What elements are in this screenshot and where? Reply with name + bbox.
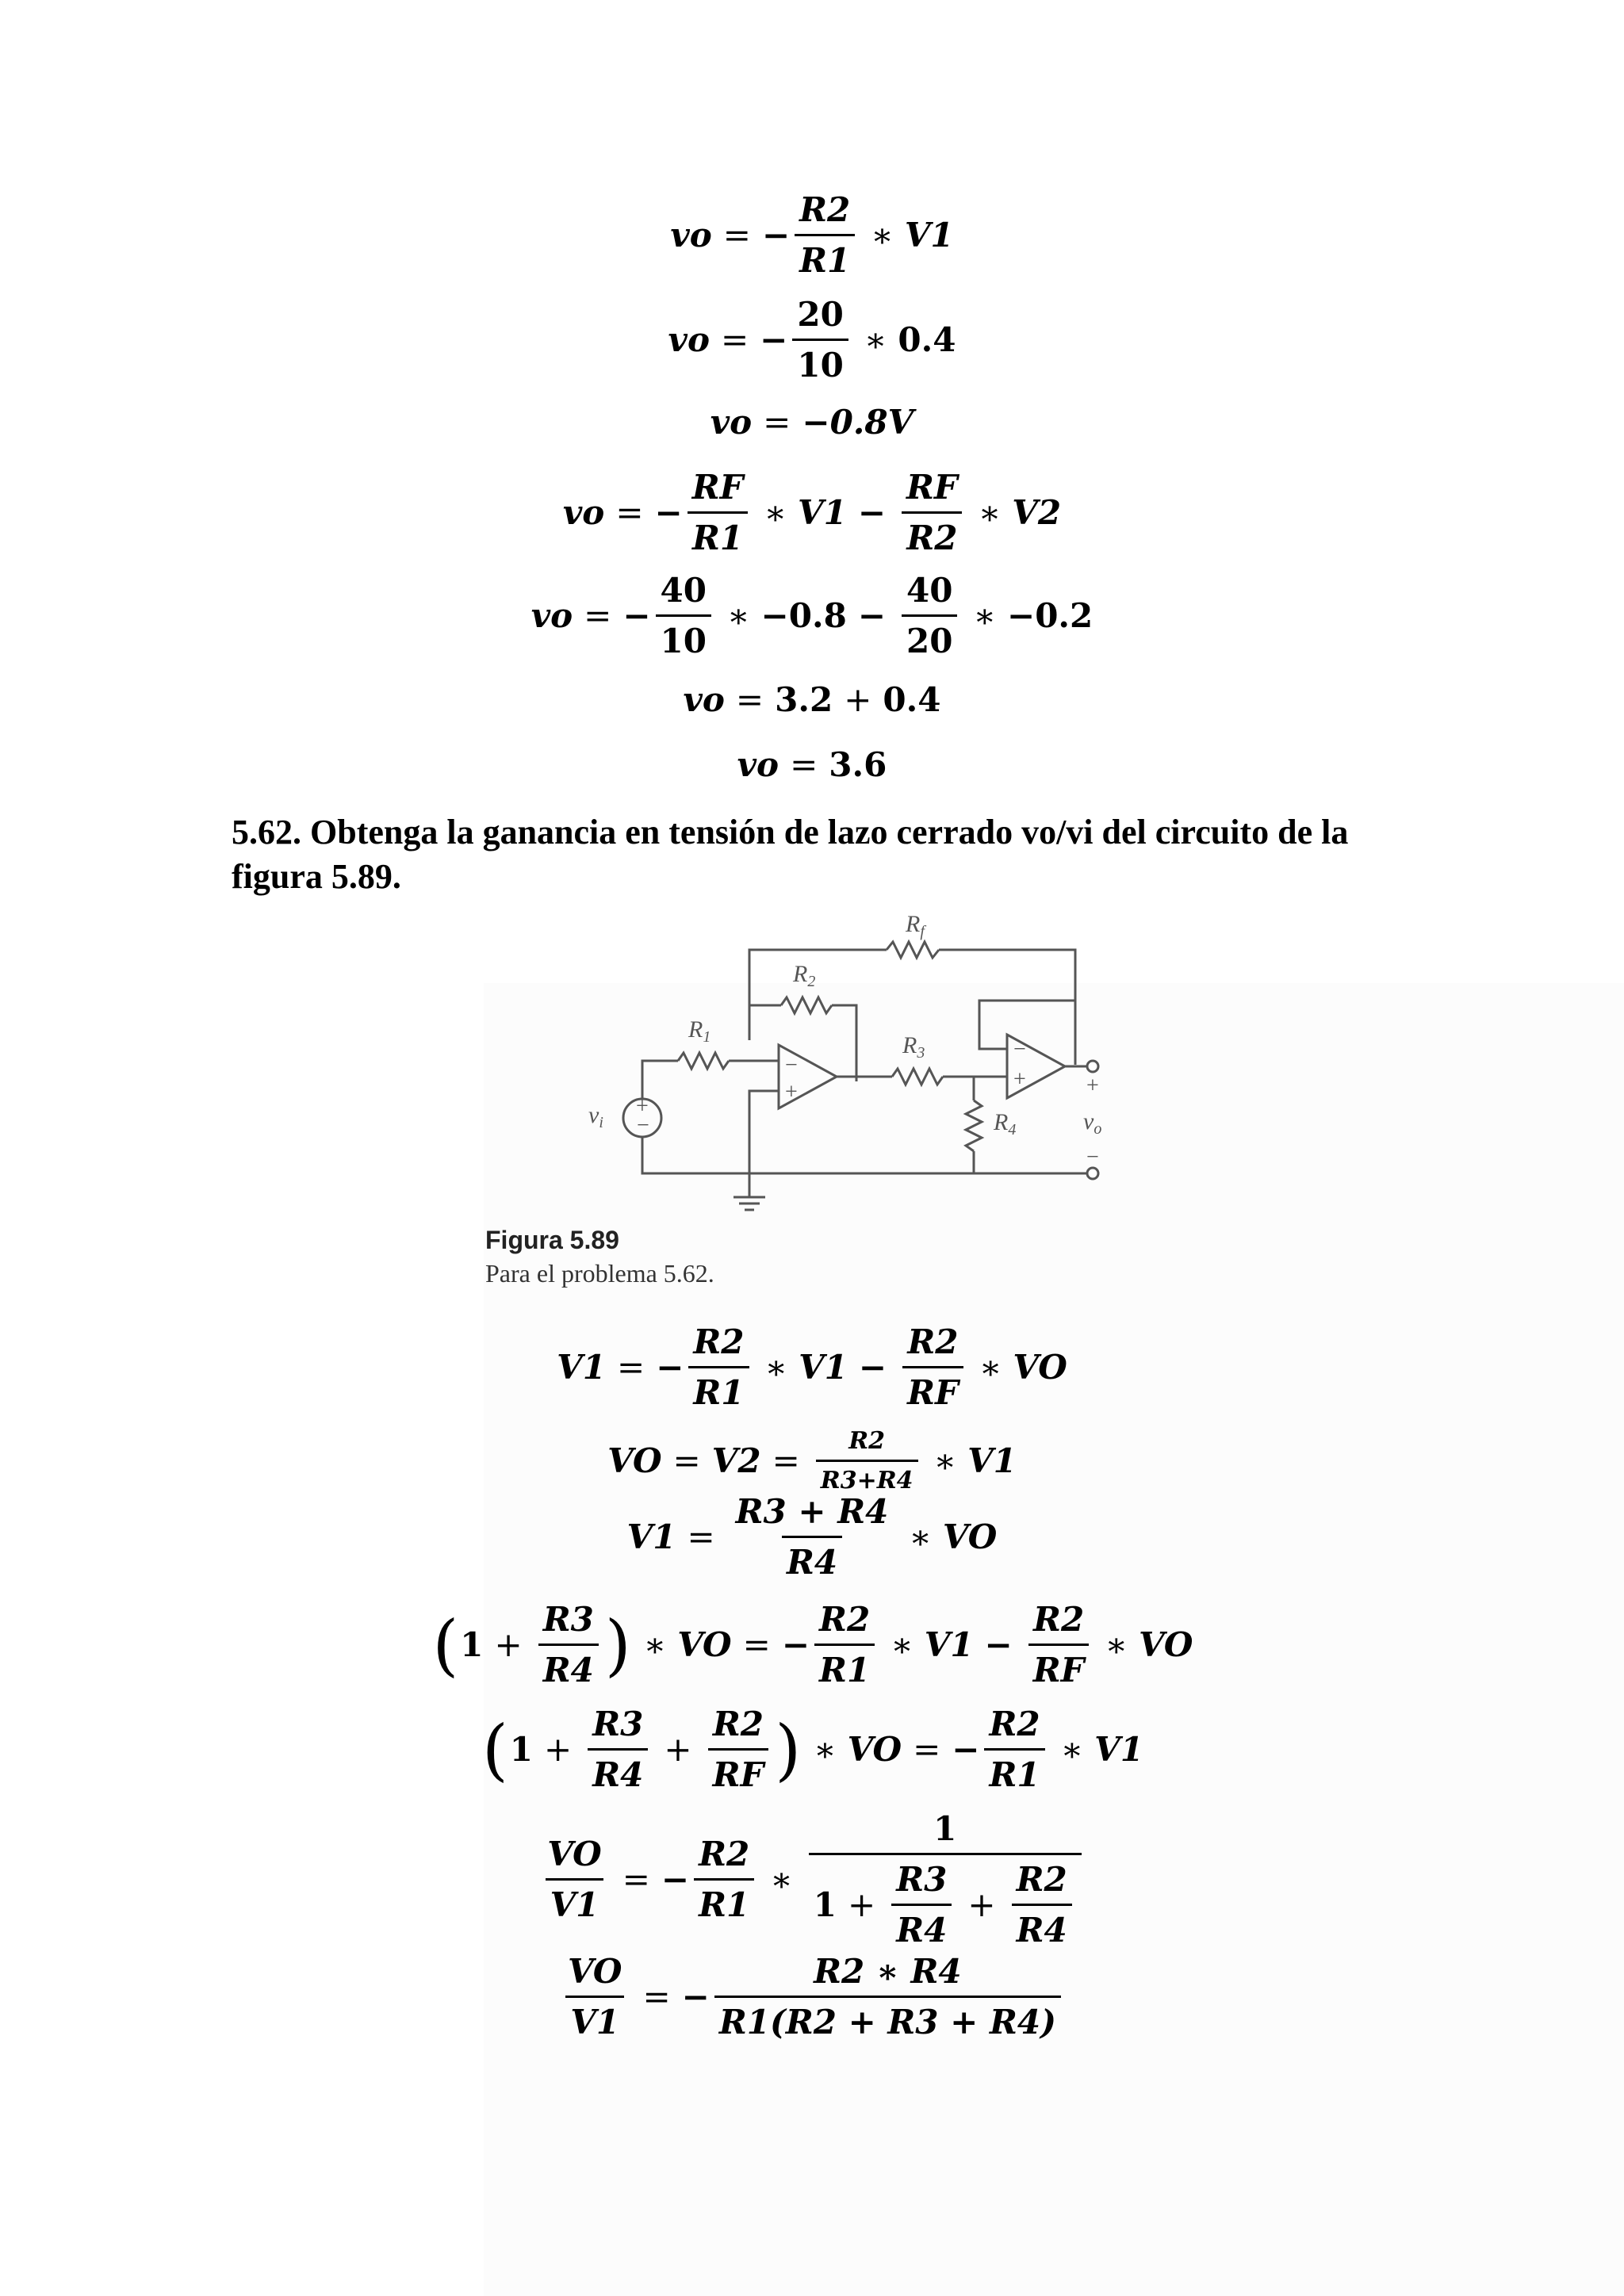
numerator: R3 bbox=[592, 1705, 644, 1743]
fraction bbox=[816, 1427, 918, 1494]
r3-label: $R_3$ bbox=[902, 1032, 925, 1062]
times-sign: ∗ bbox=[979, 1348, 1002, 1387]
denominator: RF bbox=[708, 1748, 769, 1794]
eq-lhs: vo bbox=[710, 403, 753, 442]
numerator: R3 bbox=[542, 1600, 594, 1639]
eq-rhs: 0.4 bbox=[898, 320, 956, 359]
denominator: R1 bbox=[814, 1644, 875, 1689]
eq-lhs: V1 bbox=[557, 1348, 606, 1387]
eq-lhs: vo bbox=[683, 680, 725, 719]
times-sign: ∗ bbox=[978, 493, 1002, 532]
eq-sign: = bbox=[615, 493, 644, 532]
r2-label: $R_2$ bbox=[793, 961, 816, 990]
term: VO bbox=[847, 1730, 902, 1769]
eq-sign: = bbox=[742, 1625, 771, 1664]
numerator: VO bbox=[568, 1952, 622, 1991]
minus-sign: − bbox=[857, 596, 887, 635]
opamp2-plus-label: + bbox=[1013, 1067, 1026, 1092]
output-plus-label: + bbox=[1086, 1073, 1099, 1098]
minus-sign: − bbox=[984, 1625, 1013, 1664]
numerator: RF bbox=[691, 468, 744, 507]
times-sign: ∗ bbox=[764, 493, 787, 532]
fraction bbox=[902, 1322, 963, 1412]
fraction bbox=[708, 1705, 769, 1794]
denominator: RF bbox=[902, 1366, 963, 1412]
equation-b6 bbox=[0, 1809, 1624, 1950]
equation-b2 bbox=[0, 1427, 1624, 1494]
neg-sign: − bbox=[761, 216, 791, 254]
numerator: 20 bbox=[797, 295, 844, 334]
term: 1 bbox=[509, 1730, 534, 1769]
eq-sign: = bbox=[672, 1441, 701, 1480]
equation-b7 bbox=[0, 1952, 1624, 2042]
times-sign: ∗ bbox=[770, 1860, 793, 1899]
times-sign: ∗ bbox=[933, 1441, 957, 1480]
denominator: R4 bbox=[891, 1904, 952, 1950]
denominator: 20 bbox=[902, 614, 957, 660]
denominator: R4 bbox=[1012, 1904, 1072, 1950]
eq-sign: = bbox=[790, 745, 818, 784]
neg-sign: − bbox=[781, 1625, 810, 1664]
denominator: R1 bbox=[688, 1366, 749, 1412]
numerator: 40 bbox=[660, 571, 707, 610]
numerator: R2 bbox=[699, 1835, 750, 1873]
fraction bbox=[588, 1705, 648, 1794]
vo-label: $v_o$ bbox=[1083, 1108, 1102, 1138]
fraction bbox=[538, 1600, 599, 1689]
equation-b3 bbox=[0, 1492, 1624, 1582]
term: 1 bbox=[460, 1625, 484, 1664]
r1-label: $R_1$ bbox=[688, 1016, 711, 1046]
fraction bbox=[984, 1705, 1044, 1794]
times-sign: ∗ bbox=[871, 216, 894, 254]
output-minus-label: − bbox=[1086, 1145, 1099, 1169]
rf-label: $R_f$ bbox=[906, 911, 925, 940]
term: V1 bbox=[924, 1625, 974, 1664]
fraction bbox=[563, 1952, 626, 2042]
r4-label: $R_4$ bbox=[994, 1109, 1017, 1138]
fraction bbox=[814, 1600, 875, 1689]
times-sign: ∗ bbox=[1060, 1730, 1084, 1769]
equation-b4 bbox=[0, 1600, 1624, 1689]
denominator: R3+R4 bbox=[816, 1460, 918, 1494]
numerator: R2 bbox=[1016, 1860, 1067, 1899]
left-paren: ( bbox=[432, 1605, 459, 1684]
numerator: VO bbox=[547, 1835, 602, 1873]
eq-lhs: V1 bbox=[626, 1517, 676, 1556]
denominator: R4 bbox=[538, 1644, 599, 1689]
figure-caption-title: Figura 5.89 bbox=[485, 1226, 619, 1254]
compound-denominator bbox=[809, 1853, 1082, 1950]
numerator: R3 + R4 bbox=[735, 1492, 889, 1531]
numerator: R2 bbox=[848, 1427, 886, 1455]
numerator: 40 bbox=[906, 571, 953, 610]
times-sign: ∗ bbox=[764, 1348, 788, 1387]
problem-line-2: figura 5.89. bbox=[232, 857, 401, 896]
fraction bbox=[731, 1492, 894, 1582]
numerator: R2 bbox=[907, 1322, 959, 1361]
term: 3.2 bbox=[775, 680, 833, 719]
left-paren: ( bbox=[482, 1710, 508, 1789]
denominator: RF bbox=[1028, 1644, 1090, 1689]
denominator: V1 bbox=[565, 1996, 624, 2042]
numerator: R2 bbox=[989, 1705, 1040, 1743]
times-sign: ∗ bbox=[1105, 1625, 1128, 1664]
neg-sign: − bbox=[622, 596, 651, 635]
term: 1 bbox=[813, 1885, 837, 1924]
eq-sign: = bbox=[913, 1730, 941, 1769]
eq-sign: = bbox=[720, 320, 749, 359]
numerator: 1 bbox=[933, 1809, 957, 1848]
minus-sign: − bbox=[858, 1348, 887, 1387]
times-sign: ∗ bbox=[864, 320, 887, 359]
eq-rhs: 3.6 bbox=[829, 745, 887, 784]
denominator: R1 bbox=[694, 1878, 754, 1924]
eq-sign: = bbox=[735, 680, 764, 719]
eq-lhs: vo bbox=[670, 216, 712, 254]
term: VO bbox=[677, 1625, 732, 1664]
numerator: R2 bbox=[1033, 1600, 1085, 1639]
plus-sign: + bbox=[494, 1625, 523, 1664]
equation-b5 bbox=[0, 1705, 1624, 1794]
numerator: R2 bbox=[819, 1600, 871, 1639]
numerator: R3 bbox=[896, 1860, 948, 1899]
term: VO bbox=[1139, 1625, 1193, 1664]
opamp1-plus-label: + bbox=[785, 1080, 798, 1104]
term: −0.8 bbox=[760, 596, 847, 635]
denominator: R1 bbox=[984, 1748, 1044, 1794]
opamp2-minus-label: − bbox=[1013, 1037, 1026, 1062]
term: VO bbox=[1013, 1348, 1067, 1387]
vi-label: $v_i$ bbox=[588, 1102, 603, 1131]
denominator: R4 bbox=[782, 1536, 842, 1582]
eq-sign: = bbox=[616, 1348, 645, 1387]
eq-sign: = bbox=[642, 1977, 671, 2016]
term: 0.4 bbox=[883, 680, 941, 719]
eq-rhs: −0.8V bbox=[802, 403, 914, 442]
numerator: R2 bbox=[712, 1705, 764, 1743]
term: V1 bbox=[798, 493, 847, 532]
eq-lhs: vo bbox=[737, 745, 779, 784]
times-sign: ∗ bbox=[973, 596, 997, 635]
source-minus-label: − bbox=[637, 1113, 649, 1138]
eq-lhs: vo bbox=[668, 320, 710, 359]
source-plus-label: + bbox=[636, 1094, 649, 1119]
denominator: R1 bbox=[795, 234, 855, 280]
times-sign: ∗ bbox=[727, 596, 750, 635]
right-paren: ) bbox=[604, 1605, 631, 1684]
denominator: 10 bbox=[656, 614, 711, 660]
numerator: R2 ∗ R4 bbox=[814, 1952, 962, 1991]
equation-b1 bbox=[0, 1322, 1624, 1412]
neg-sign: − bbox=[760, 320, 788, 359]
right-paren: ) bbox=[775, 1710, 802, 1789]
plus-sign: + bbox=[967, 1885, 996, 1924]
term: V2 bbox=[711, 1441, 761, 1480]
denominator: 10 bbox=[792, 339, 848, 385]
eq-sign: = bbox=[763, 403, 791, 442]
problem-line-1: 5.62. Obtenga la ganancia en tensión de lazo cerrado vo/vi del circuito de la bbox=[232, 813, 1349, 851]
opamp1-minus-label: − bbox=[785, 1053, 798, 1077]
denominator: R1(R2 + R3 + R4) bbox=[714, 1996, 1061, 2042]
neg-sign: − bbox=[681, 1977, 710, 2016]
fraction bbox=[1028, 1600, 1090, 1689]
plus-sign: + bbox=[844, 680, 872, 719]
numerator: R2 bbox=[799, 190, 851, 229]
eq-lhs: vo bbox=[530, 596, 573, 635]
fraction bbox=[891, 1860, 952, 1950]
numerator: R2 bbox=[693, 1322, 745, 1361]
fraction bbox=[714, 1952, 1061, 2042]
plus-sign: + bbox=[544, 1730, 573, 1769]
plus-sign: + bbox=[848, 1885, 876, 1924]
eq-sign: = bbox=[772, 1441, 800, 1480]
neg-sign: − bbox=[654, 493, 683, 532]
times-sign: ∗ bbox=[643, 1625, 667, 1664]
eq-rhs: V1 bbox=[904, 216, 954, 254]
eq-sign: = bbox=[722, 216, 751, 254]
plus-sign: + bbox=[664, 1730, 692, 1769]
term: V1 bbox=[799, 1348, 848, 1387]
denominator: R4 bbox=[588, 1748, 648, 1794]
eq-lhs: vo bbox=[562, 493, 605, 532]
term: V2 bbox=[1012, 493, 1062, 532]
neg-sign: − bbox=[952, 1730, 980, 1769]
neg-sign: − bbox=[656, 1348, 684, 1387]
eq-sign: = bbox=[584, 596, 612, 635]
denominator: R1 bbox=[688, 511, 748, 557]
fraction bbox=[694, 1835, 754, 1924]
compound-fraction bbox=[809, 1809, 1082, 1950]
figure-caption-text: Para el problema 5.62. bbox=[485, 1259, 714, 1288]
denominator: V1 bbox=[546, 1878, 604, 1924]
eq-rhs: VO bbox=[942, 1517, 998, 1556]
fraction bbox=[542, 1835, 606, 1924]
fraction bbox=[688, 1322, 749, 1412]
minus-sign: − bbox=[857, 493, 887, 532]
eq-sign: = bbox=[687, 1517, 715, 1556]
times-sign: ∗ bbox=[814, 1730, 837, 1769]
term: −0.2 bbox=[1007, 596, 1094, 635]
eq-lhs: VO bbox=[607, 1441, 662, 1480]
fraction bbox=[1012, 1860, 1072, 1950]
term: V1 bbox=[1094, 1730, 1143, 1769]
eq-sign: = bbox=[622, 1860, 650, 1899]
numerator: RF bbox=[906, 468, 958, 507]
neg-sign: − bbox=[661, 1860, 690, 1899]
times-sign: ∗ bbox=[891, 1625, 914, 1664]
times-sign: ∗ bbox=[909, 1517, 932, 1556]
eq-rhs: V1 bbox=[967, 1441, 1017, 1480]
denominator: R2 bbox=[902, 511, 962, 557]
